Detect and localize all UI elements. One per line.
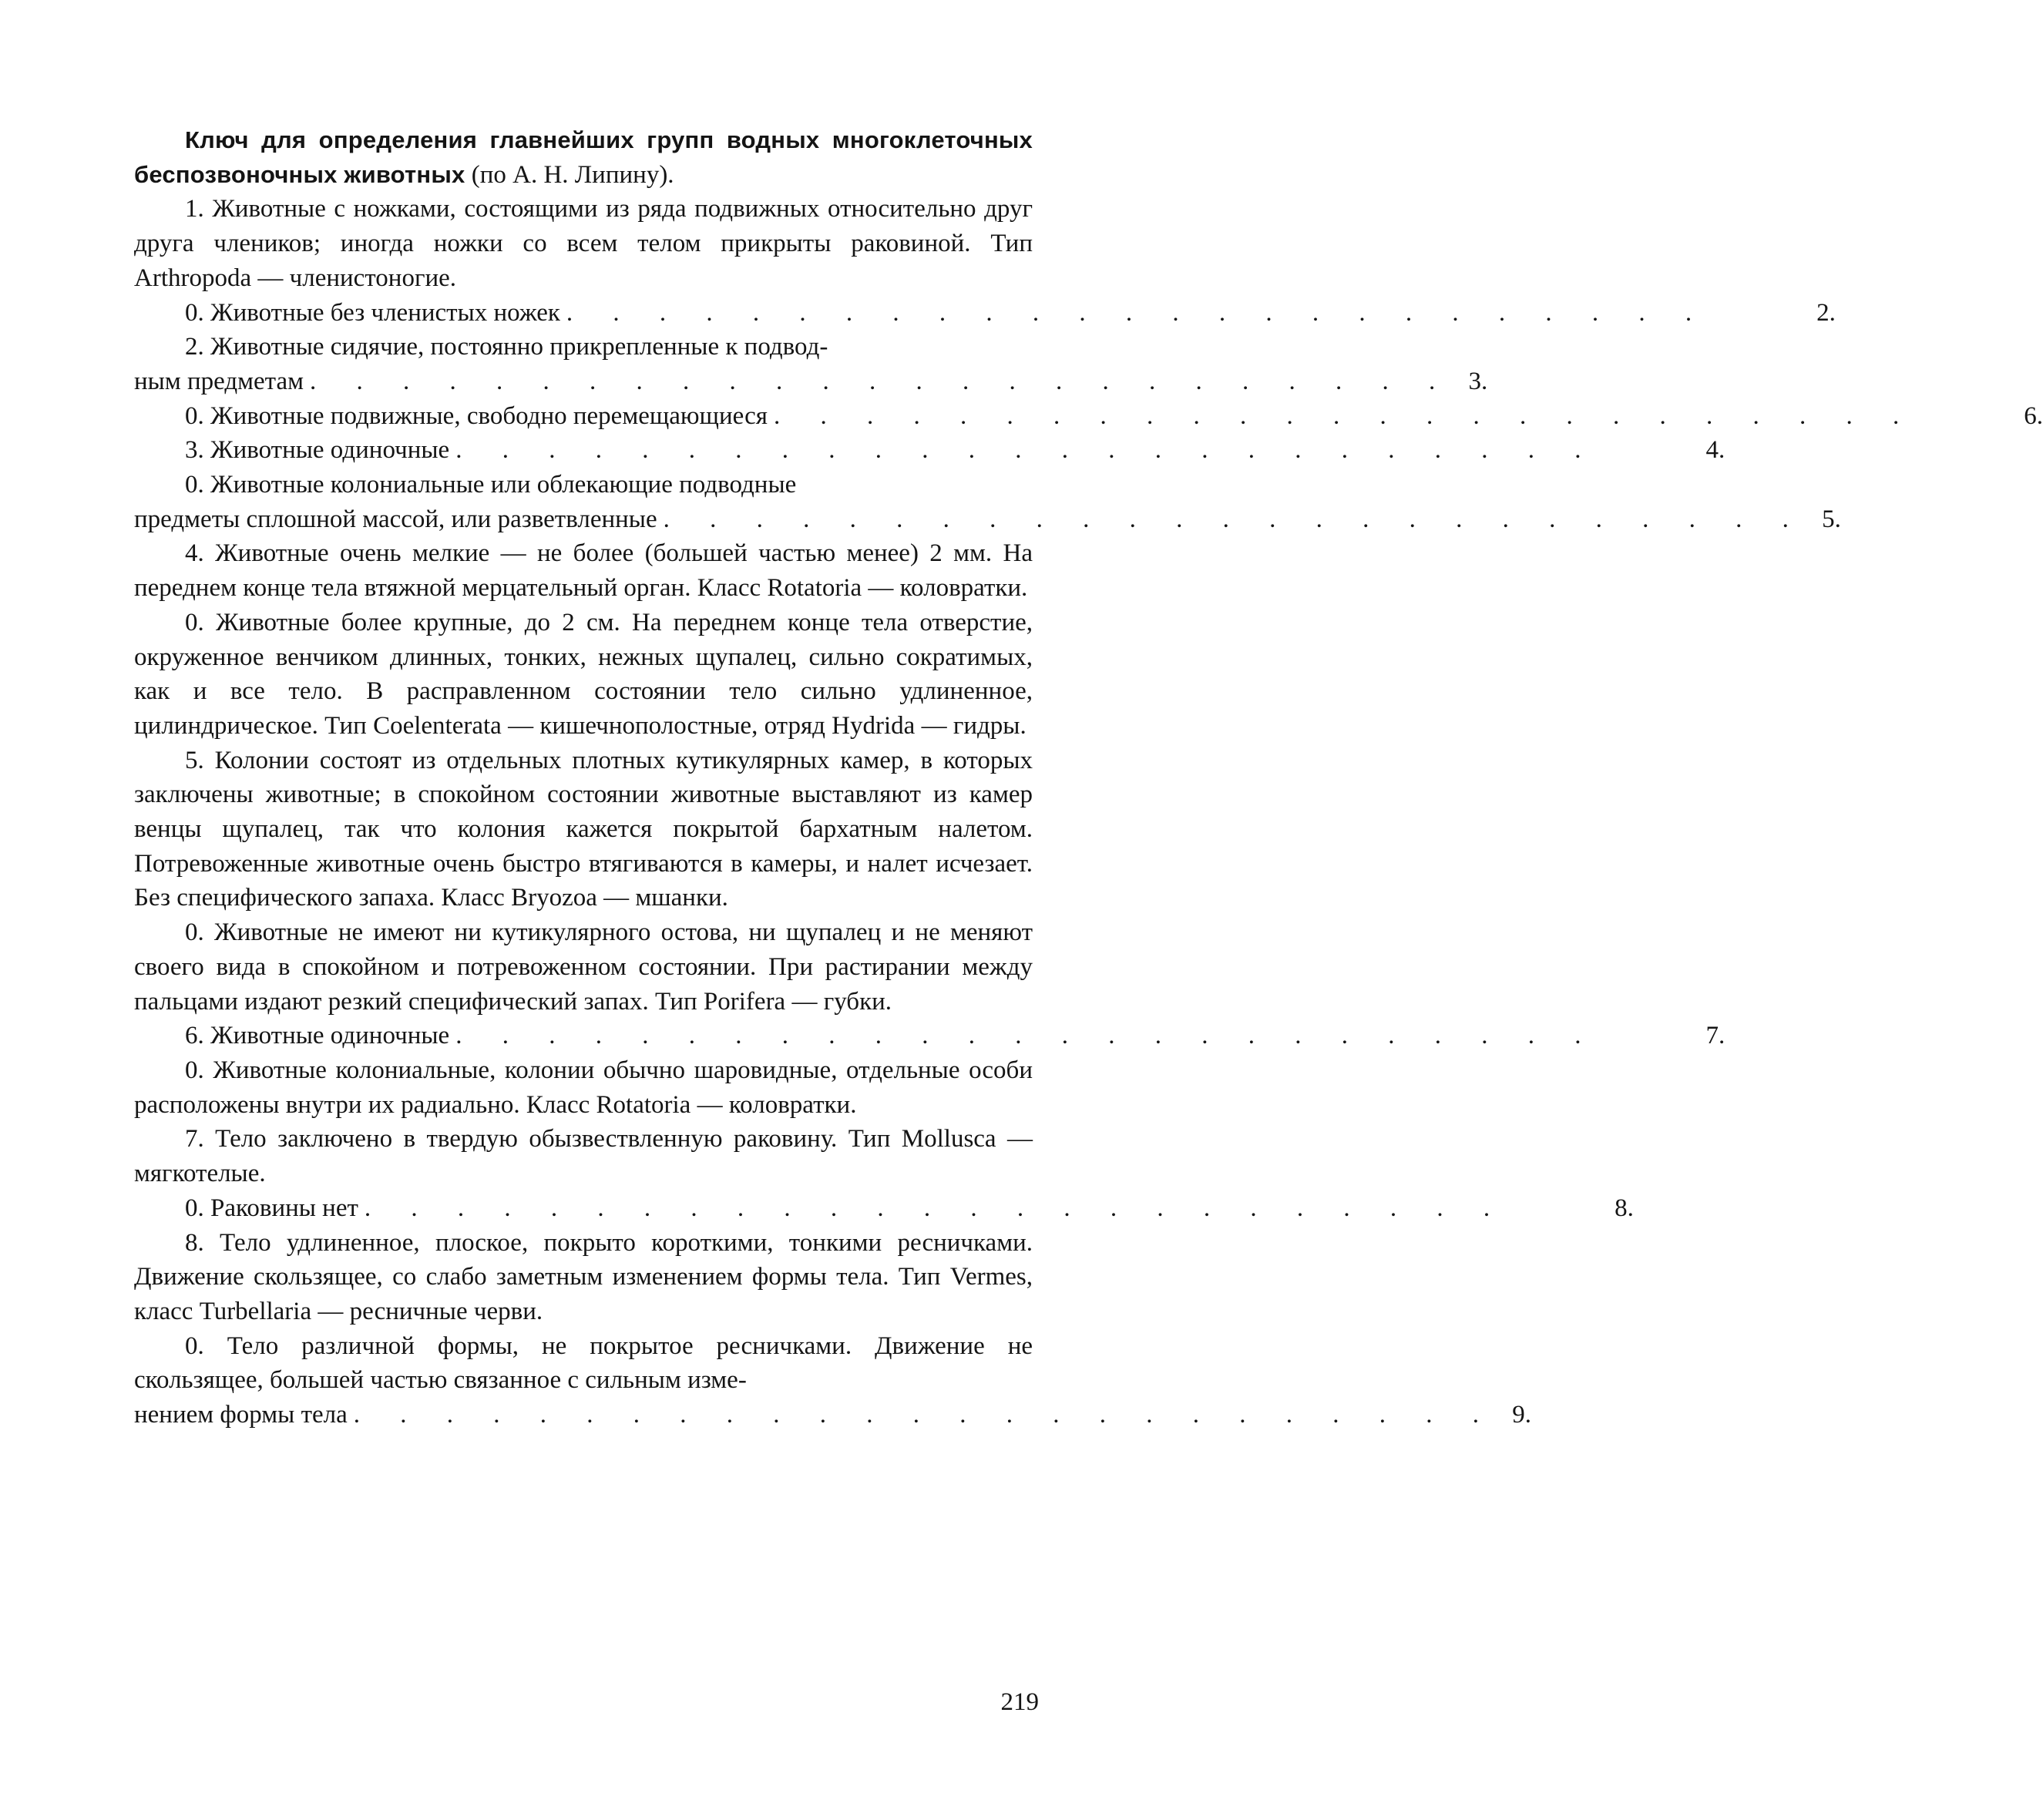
text-column [134,123,2043,1432]
key-entry-3 [134,433,1725,468]
key-entry-text: 6. Животные одиночные [185,1022,450,1050]
key-entry-0-larger: 0. Животные более крупные, до 2 см. На переднем конце тела отверстие, окруженное венчиком длинных, тонких, нежных щупалец, сильно сократимых, как и все тело. В расправленном состоянии тело сильно удлиненное, цилиндрическое. Тип Coelenterata — кишечнополостные, отряд Hydrida — гидры. [134,608,1033,740]
leader-dots: . . . . . . . . . . . . . . . . . . . . . . . . . [455,436,1598,465]
key-entry-ref: 6. [2024,401,2043,430]
key-entry-2 [134,364,1488,399]
key-entry-text: 3. Животные одиночные [185,436,450,465]
key-entry-0-body-line1: 0. Тело различной формы, не покрытое ресничками. Движение не скользящее, большей частью связанное с сильным изме- [134,1331,1033,1395]
key-entry-6 [134,1019,1725,1053]
key-heading [134,123,1033,192]
key-entry-0-mobile [134,399,2043,434]
key-entry-text: ным предметам [134,367,304,395]
key-entry-ref: 8. [1615,1194,1634,1222]
key-entry-0-sponges: 0. Животные не имеют ни кутикулярного остова, ни щупалец и не меняют своего вида в спокойном и потревоженном состоянии. При растирании между пальцами издают резкий специфический запах. Тип Porifera — губки. [134,918,1033,1016]
key-entry-text: 0. Животные подвижные, свободно перемещающиеся [185,401,768,430]
leader-dots: . . . . . . . . . . . . . . . . . . . . . . . . . [455,1022,1598,1050]
key-entry-0-body [134,1398,1532,1432]
leader-dots: . . . . . . . . . . . . . . . . . . . . . . . . . [663,505,1806,533]
key-entry-ref: 3. [1468,367,1488,395]
key-heading-title: Ключ для определения главнейших групп водных многоклеточных беспозвоночных животных [134,126,1033,188]
key-entry-5: 5. Колонии состоят из отдельных плотных кутикулярных камер, в которых заключены животные; в спокойном состоянии животные выставляют из камер венцы щупалец, так что колония кажется покрытой бархатным налетом. Потревоженные животные очень быстро втягиваются в камеры, и налет исчезает. Без специфического запаха. Класс Bryozoa — мшанки. [134,746,1033,912]
key-entry-0-spherical: 0. Животные колониальные, колонии обычно шаровидные, отдельные особи расположены внутри их радиально. Класс Rotatoria — коловратки. [134,1056,1033,1119]
key-entry-ref: 5. [1822,505,1841,533]
key-entry-0-colonial-line1: 0. Животные колониальные или облекающие подводные [185,471,797,499]
leader-dots: . . . . . . . . . . . . . . . . . . . . . . . . . [566,298,1709,327]
key-entry-1: 1. Животные с ножками, состоящими из ряда подвижных относительно друг друга члеников; иногда ножки со всем телом прикрыты раковиной. Тип Arthropoda — членистоногие. [134,195,1033,292]
leader-dots: . . . . . . . . . . . . . . . . . . . . . . . . . [310,367,1453,395]
key-entry-ref: 9. [1512,1401,1532,1429]
key-entry-text: 0. Раковины нет [185,1194,358,1222]
key-entry-0-no-legs [134,296,1836,331]
key-heading-author: (по А. Н. Липину). [465,160,674,189]
key-entry-8: 8. Тело удлиненное, плоское, покрыто короткими, тонкими ресничками. Движение скользящее, со слабо заметным изменением формы тела. Тип Vermes, класс Turbellaria — ресничные черви. [134,1228,1033,1325]
page-number: 219 [1000,1688,1039,1716]
key-entry-4: 4. Животные очень мелкие — не более (большей частью менее) 2 мм. На переднем конце тела втяжной мерцательный орган. Класс Rotatoria — коловратки. [134,539,1033,603]
key-entry-text: 0. Животные без членистых ножек [185,298,560,327]
key-entry-text: нением формы тела [134,1401,348,1429]
leader-dots: . . . . . . . . . . . . . . . . . . . . . . . . . [353,1401,1497,1429]
key-entry-0-colonial [134,502,1841,537]
leader-dots: . . . . . . . . . . . . . . . . . . . . . . . . . [773,401,1917,430]
leader-dots: . . . . . . . . . . . . . . . . . . . . . . . . . [364,1194,1507,1222]
key-entry-ref: 4. [1705,436,1725,465]
key-entry-0-no-shell [134,1191,1634,1226]
key-entry-ref: 7. [1705,1022,1725,1050]
key-entry-7: 7. Тело заключено в твердую обызвествленную раковину. Тип Mollusca — мягкотелые. [134,1125,1033,1188]
key-entry-text: предметы сплошной массой, или разветвленные [134,505,657,533]
key-entry-2-line1: 2. Животные сидячие, постоянно прикрепленные к подвод- [185,333,828,361]
key-entry-ref: 2. [1816,298,1836,327]
